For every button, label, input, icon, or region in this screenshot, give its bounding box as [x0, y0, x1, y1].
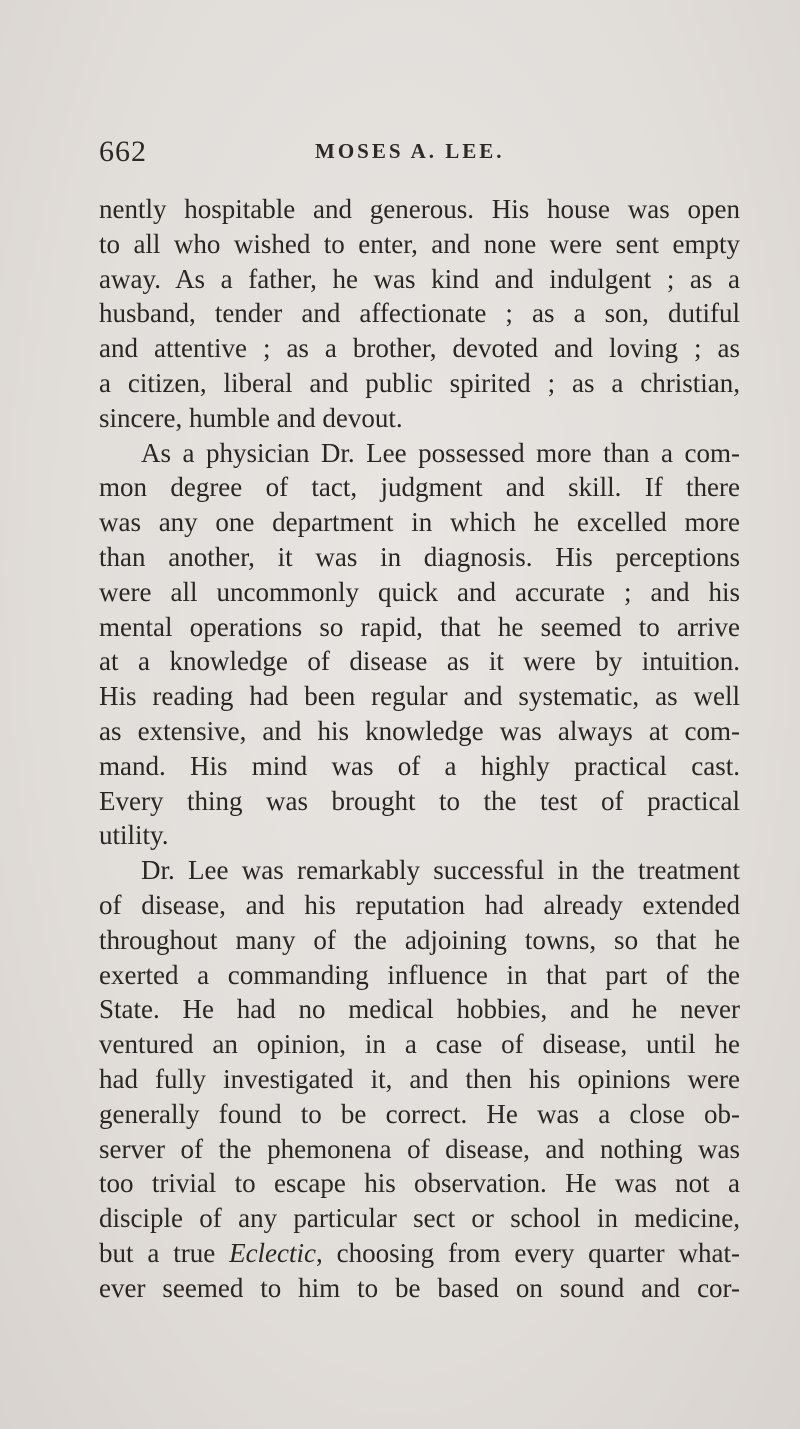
text-line: a citizen, liberal and public spirited ; as a christian, — [99, 367, 740, 398]
text-line: mon degree of tact, judgment and skill. If there — [99, 472, 740, 503]
text-line: utility. — [99, 820, 169, 851]
text-line: State. He had no medical hobbies, and he never — [99, 994, 740, 1025]
text-line: had fully investigated it, and then his opinions were — [99, 1063, 740, 1094]
text-line: disciple of any particular sect or school in medicine, — [99, 1203, 740, 1234]
text-line: mental operations so rapid, that he seemed to arrive — [99, 611, 740, 642]
text-line: His reading had been regular and systematic, as well — [99, 681, 740, 712]
page-number: 662 — [99, 135, 147, 168]
text-line: nently hospitable and generous. His house was open — [99, 194, 740, 224]
text-line: away. As a father, he was kind and indulgent ; as a — [99, 263, 740, 294]
text-line: ever seemed to him to be based on sound and cor- — [99, 1272, 740, 1303]
text-line: ventured an opinion, in a case of disease, until he — [99, 1029, 740, 1060]
text-line: Every thing was brought to the test of practical — [99, 785, 740, 816]
text-line: to all who wished to enter, and none were sent empty — [99, 228, 740, 259]
text-line: server of the phemonena of disease, and nothing was — [99, 1133, 740, 1164]
text-line: Dr. Lee was remarkably successful in the treatment — [141, 855, 740, 886]
text-line: were all uncommonly quick and accurate ; and his — [99, 576, 740, 607]
text-line: generally found to be correct. He was a close ob- — [99, 1098, 740, 1129]
body-text — [99, 192, 740, 1306]
text-line: throughout many of the adjoining towns, so that he — [99, 924, 740, 955]
text-line: at a knowledge of disease as it were by intuition. — [99, 646, 740, 677]
text-line: too trivial to escape his observation. He was not a — [99, 1168, 740, 1199]
text-line: and attentive ; as a brother, devoted and loving ; as — [99, 333, 740, 364]
text-line: as extensive, and his knowledge was always at com- — [99, 715, 740, 746]
text-line: but a true Eclectic, choosing from every quarter what- — [99, 1237, 740, 1268]
text-line: than another, it was in diagnosis. His perceptions — [99, 541, 740, 572]
text-line: was any one department in which he excelled more — [99, 507, 740, 538]
emphasis: Eclectic — [229, 1237, 317, 1268]
text-line: sincere, humble and devout. — [99, 402, 403, 433]
text-line: mand. His mind was of a highly practical cast. — [99, 750, 740, 781]
text-line: of disease, and his reputation had already extended — [99, 889, 740, 920]
page-header — [99, 135, 739, 175]
text-line: husband, tender and affectionate ; as a son, dutiful — [99, 298, 740, 329]
text-line: exerted a commanding influence in that part of the — [99, 959, 740, 990]
running-head: MOSES A. LEE. — [315, 139, 505, 163]
text-line: As a physician Dr. Lee possessed more than a com- — [141, 437, 740, 468]
